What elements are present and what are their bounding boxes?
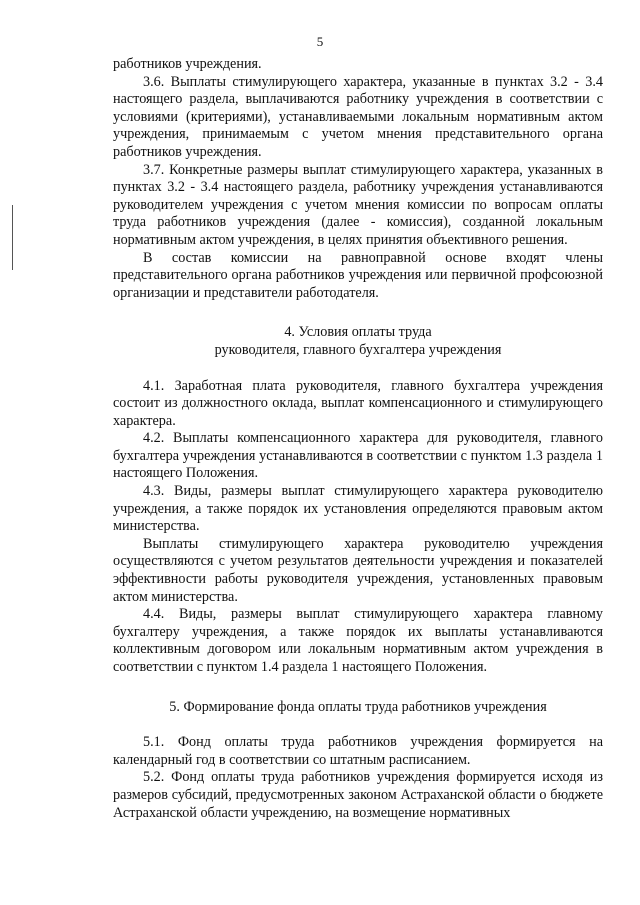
paragraph-5-1: 5.1. Фонд оплаты труда работников учреждения формируется на календарный год в соответствии со штатным расписанием. <box>113 734 603 768</box>
margin-mark <box>12 205 13 270</box>
paragraph-3-6: 3.6. Выплаты стимулирующего характера, указанные в пунктах 3.2 - 3.4 настоящего раздела, выплачиваются работнику учреждения в соответствии с условиями (критериями), устанавливаемыми локальным нормативным актом учреждения, принимаемым с учетом мнения представительного органа работников учреждения. <box>113 73 603 160</box>
page-number: 5 <box>316 34 324 49</box>
paragraph-3-7: 3.7. Конкретные размеры выплат стимулирующего характера, указанных в пунктах 3.2 - 3.4 настоящего раздела, работнику учреждения устанавливаются руководителем учреждения с учетом мнения комиссии по вопросам оплаты труда работников учреждения (далее - комиссия), созданной локальным нормативным актом учреждения, в целях принятия объективного решения. <box>113 161 603 248</box>
section-4-title-line2: руководителя, главного бухгалтера учреждения <box>214 341 502 358</box>
paragraph-4-1: 4.1. Заработная плата руководителя, главного бухгалтера учреждения состоит из должностного оклада, выплат компенсационного и стимулирующего характера. <box>113 377 603 429</box>
paragraph-continuation: работников учреждения. <box>113 56 262 72</box>
section-5-title: 5. Формирование фонда оплаты труда работников учреждения <box>169 698 547 715</box>
paragraph-4-3: 4.3. Виды, размеры выплат стимулирующего характера руководителю учреждения, а также порядок их установления определяются правовым актом министерства. <box>113 483 603 535</box>
document-body <box>113 56 603 822</box>
section-4-title-line1: 4. Условия оплаты труда <box>284 324 432 341</box>
paragraph-4-2: 4.2. Выплаты компенсационного характера для руководителя, главного бухгалтера учреждения устанавливаются в соответствии с пунктом 1.3 раздела 1 настоящего Положения. <box>113 430 603 482</box>
paragraph-commission: В состав комиссии на равноправной основе входят члены представительного органа работников учреждения или первичной профсоюзной организации и представители работодателя. <box>113 249 603 301</box>
paragraph-5-2: 5.2. Фонд оплаты труда работников учреждения формируется исходя из размеров субсидий, предусмотренных законом Астраханской области о бюджете Астраханской области учреждению, на возмещение нормативных <box>113 769 603 821</box>
paragraph-4-3-continued: Выплаты стимулирующего характера руководителю учреждения осуществляются с учетом результатов деятельности учреждения и показателей эффективности работы руководителя учреждения, установленных правовым актом министерства. <box>113 535 603 605</box>
paragraph-4-4: 4.4. Виды, размеры выплат стимулирующего характера главному бухгалтеру учреждения, а также порядок их выплаты устанавливаются коллективным договором или локальным нормативным актом учреждения в соответствии с пунктом 1.4 раздела 1 настоящего Положения. <box>113 606 603 675</box>
